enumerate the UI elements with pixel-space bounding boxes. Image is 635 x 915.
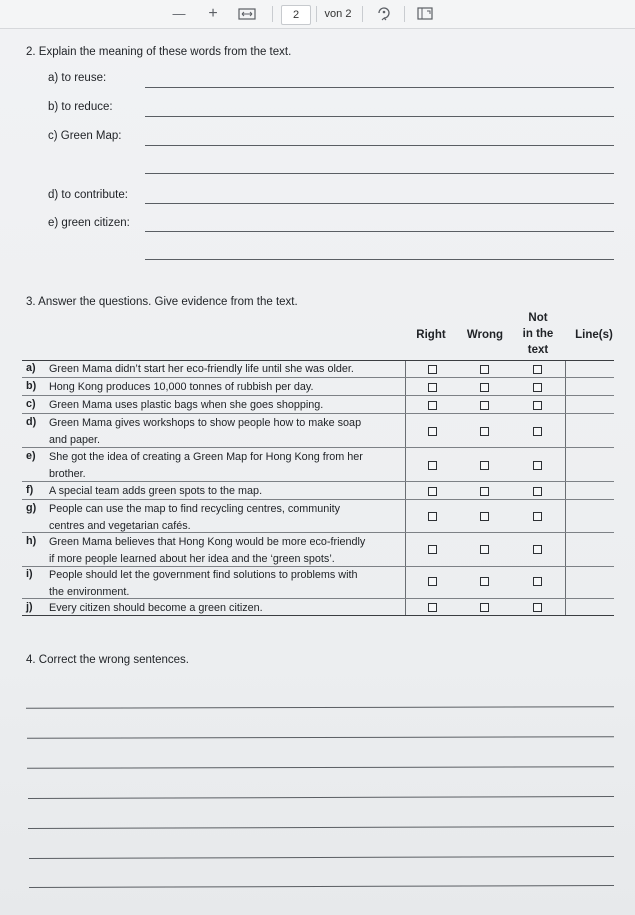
- toolbar-divider: [316, 6, 317, 22]
- right-checkbox[interactable]: [428, 427, 437, 436]
- answer-line[interactable]: [145, 203, 614, 204]
- wrong-checkbox[interactable]: [480, 487, 489, 496]
- row-label: i): [26, 568, 33, 580]
- presentation-button[interactable]: [414, 4, 436, 24]
- fit-width-icon: [238, 8, 256, 20]
- wrong-checkbox[interactable]: [480, 365, 489, 374]
- right-checkbox[interactable]: [428, 365, 437, 374]
- answer-line[interactable]: [145, 145, 614, 146]
- answer-line[interactable]: [145, 231, 614, 232]
- right-checkbox[interactable]: [428, 461, 437, 470]
- row-label: h): [26, 535, 37, 547]
- wrong-checkbox[interactable]: [480, 427, 489, 436]
- table-divider: [565, 360, 566, 615]
- page-count-label: von 2: [324, 8, 352, 20]
- question-4-title: 4. Correct the wrong sentences.: [26, 654, 189, 666]
- viewer-toolbar: [0, 0, 635, 29]
- row-statement: People can use the map to find recycling centres, community centres and vegetarian cafés.: [49, 503, 341, 532]
- not-in-text-checkbox[interactable]: [533, 427, 542, 436]
- q2-item-a: a) to reuse:: [48, 72, 107, 84]
- row-statement: Green Mama believes that Hong Kong would be more eco-friendly if more people learned about her idea and the ‘green spots’.: [49, 536, 366, 565]
- answer-line[interactable]: [145, 87, 614, 88]
- q2-item-b: b) to reduce:: [48, 101, 113, 113]
- row-statement: People should let the government find solutions to problems with the environment.: [49, 569, 358, 598]
- toolbar-divider: [272, 6, 273, 22]
- wrong-checkbox[interactable]: [480, 401, 489, 410]
- right-checkbox[interactable]: [428, 603, 437, 612]
- not-in-text-checkbox[interactable]: [533, 401, 542, 410]
- answer-line[interactable]: [145, 173, 614, 174]
- question-2-title: 2. Explain the meaning of these words from the text.: [26, 46, 292, 58]
- not-in-text-checkbox[interactable]: [533, 603, 542, 612]
- row-label: g): [26, 502, 37, 514]
- answer-line[interactable]: [145, 116, 614, 117]
- right-checkbox[interactable]: [428, 545, 437, 554]
- not-in-text-checkbox[interactable]: [533, 577, 542, 586]
- row-label: j): [26, 601, 33, 613]
- not-in-text-checkbox[interactable]: [533, 512, 542, 521]
- right-checkbox[interactable]: [428, 577, 437, 586]
- row-statement: She got the idea of creating a Green Map for Hong Kong from her brother.: [49, 451, 363, 480]
- row-label: f): [26, 484, 34, 496]
- q2-item-d: d) to contribute:: [48, 189, 128, 201]
- not-in-text-checkbox[interactable]: [533, 545, 542, 554]
- page-number-input[interactable]: 2: [281, 5, 311, 25]
- header-lines: Line(s): [575, 329, 613, 341]
- header-not-in-text-2: in the: [522, 328, 554, 340]
- right-checkbox[interactable]: [428, 383, 437, 392]
- row-statement: Green Mama gives workshops to show people how to make soap and paper.: [49, 417, 362, 446]
- row-label: e): [26, 450, 36, 462]
- not-in-text-checkbox[interactable]: [533, 461, 542, 470]
- question-3-title: 3. Answer the questions. Give evidence from the text.: [26, 296, 298, 308]
- presentation-icon: [417, 7, 433, 21]
- not-in-text-checkbox[interactable]: [533, 383, 542, 392]
- row-statement: Green Mama uses plastic bags when she goes shopping.: [49, 399, 324, 411]
- right-checkbox[interactable]: [428, 512, 437, 521]
- row-statement: Hong Kong produces 10,000 tonnes of rubbish per day.: [49, 381, 314, 393]
- row-statement: Every citizen should become a green citizen.: [49, 602, 263, 614]
- fit-width-button[interactable]: [236, 4, 258, 24]
- wrong-checkbox[interactable]: [480, 461, 489, 470]
- right-checkbox[interactable]: [428, 401, 437, 410]
- q2-item-e: e) green citizen:: [48, 217, 130, 229]
- q2-item-c: c) Green Map:: [48, 130, 122, 142]
- row-label: a): [26, 362, 36, 374]
- wrong-checkbox[interactable]: [480, 545, 489, 554]
- row-statement: Green Mama didn’t start her eco-friendly life until she was older.: [49, 363, 354, 375]
- row-label: c): [26, 398, 36, 410]
- answer-line[interactable]: [145, 259, 614, 260]
- wrong-checkbox[interactable]: [480, 383, 489, 392]
- toolbar-divider: [362, 6, 363, 22]
- row-label: d): [26, 416, 37, 428]
- header-not-in-text-1: Not: [528, 312, 548, 324]
- not-in-text-checkbox[interactable]: [533, 487, 542, 496]
- zoom-in-button[interactable]: +: [208, 5, 218, 22]
- right-checkbox[interactable]: [428, 487, 437, 496]
- rotate-button[interactable]: [374, 4, 394, 24]
- toolbar-divider: [404, 6, 405, 22]
- wrong-checkbox[interactable]: [480, 603, 489, 612]
- row-label: b): [26, 380, 37, 392]
- header-not-in-text-3: text: [527, 344, 549, 356]
- header-wrong: Wrong: [466, 329, 504, 341]
- table-divider: [405, 360, 406, 615]
- header-right: Right: [416, 329, 446, 341]
- wrong-checkbox[interactable]: [480, 512, 489, 521]
- zoom-out-button[interactable]: —: [172, 6, 186, 21]
- wrong-checkbox[interactable]: [480, 577, 489, 586]
- row-statement: A special team adds green spots to the map.: [49, 485, 263, 497]
- rotate-icon: [376, 6, 392, 22]
- not-in-text-checkbox[interactable]: [533, 365, 542, 374]
